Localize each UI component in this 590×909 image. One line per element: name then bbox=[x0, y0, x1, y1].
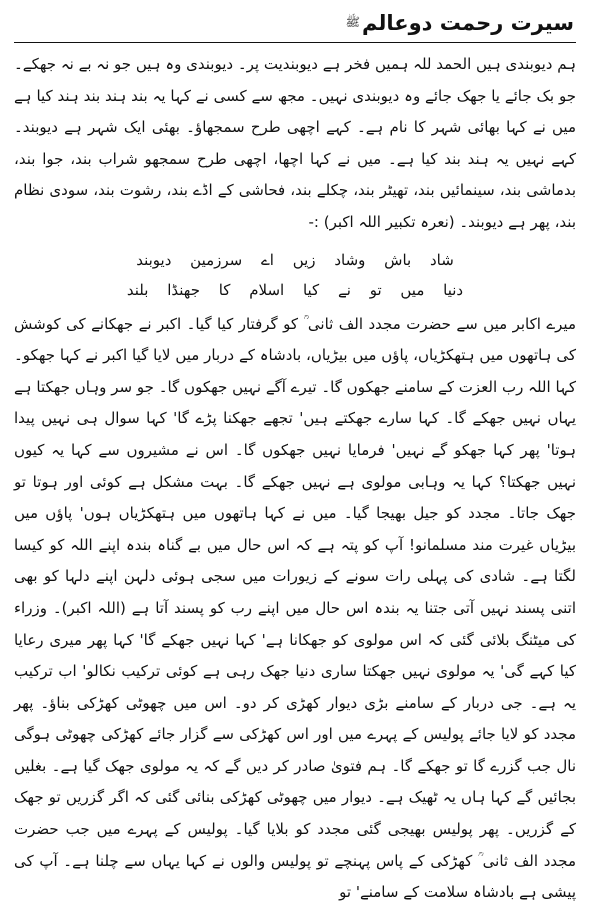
header-divider bbox=[14, 42, 576, 43]
body-paragraph-2: میرے اکابر میں سے حضرت مجدد الف ثانی ؒ کو گرفتار کیا گیا۔ اکبر نے جھکانے کی کوشش کی ہاتھوں میں ہتھکڑیاں، پاؤں میں بیڑیاں، بادشاہ کے دربار میں لایا گیا اکبر نے کہا جھکو۔ کہا اللہ رب العزت کے سامنے جھکوں گا۔ تیرے آگے نہیں جھکوں گا۔ جو سر وہاں جھکتا ہے یہاں نہیں جھکے گا۔ کہا سارے جھکتے ہیں' تجھے جھکنا پڑے گا' کہا سوال ہی نہیں پیدا ہوتا' پھر کہا جھکو گے نہیں' فرمایا نہیں جھکوں گا۔ اس نے مشیروں سے کہا یہ کیوں نہیں جھکتا؟ کہا یہ وہابی مولوی ہے نہیں جھکے گا۔ بہت مشکل ہے کوئی اور ہوتا تو جھک جاتا۔ مجدد کو جیل بھیجا گیا۔ میں نے کہا ہاتھوں میں ہتھکڑیاں ہوں' پاؤں میں بیڑیاں غیرت مند مسلمانو! آپ کو پتہ ہے کہ اس حال میں بے گناہ بندہ اپنے اللہ کو کیسا لگتا ہے۔ شادی کی پہلی رات سونے کے زیورات میں سجی ہوئی دلہن اپنے دلہا کو بھی اتنی پسند نہیں آتی جتنا یہ بندہ اس حال میں اپنے رب کو پسند آتا ہے (اللہ اکبر)۔ وزراء کی میٹنگ بلائی گئی کہ اس مولوی کو جھکانا ہے' کہا نہیں جھکے گا' کہا پھر میری رعایا کیا کہے گی' یہ مولوی نہیں جھکتا ساری دنیا جھک رہی ہے کوئی ترکیب نکالو' اب ترکیب یہ ہے۔ جی دربار کے سامنے بڑی دیوار کھڑی کر دو۔ اس میں چھوٹی کھڑکی بناؤ۔ پھر مجدد کو لایا جائے پولیس کے پہرے میں اور اس کھڑکی سے گزار جائے کھڑکی چھوٹی ہوگی نال جب گزرے گا تو جھکے گا۔ ہم فتویٰ صادر کر دیں گے کہ یہ مولوی جھک گیا ہے۔ بغلیں بجائیں گے کہا ہاں یہ ٹھیک ہے۔ دیوار میں چھوٹی کھڑکی بنائی گئی کہ اگر گزریں تو جھک کے گزریں۔ پھر پولیس بھیجی گئی مجدد کو بلایا گیا۔ پولیس کے پہرے میں جب حضرت مجدد الف ثانی ؒ کھڑکی کے پاس پہنچے تو پولیس والوں نے کہا یہاں سے چلنا ہے۔ آپ کی پیشی ہے بادشاہ سلامت کے سامنے' تو bbox=[14, 314, 576, 902]
page-header bbox=[14, 6, 576, 40]
poetry-verse bbox=[14, 245, 576, 305]
verse-line-2: دنیا میں تو نے کیا اسلام کا جھنڈا بلند bbox=[126, 280, 464, 299]
verse-line-1: شاد باش وشاد زیں اے سرزمین دیوبند bbox=[136, 250, 454, 269]
page-title: سیرت رحمت دوعالم bbox=[362, 11, 574, 35]
body-paragraph-1: ہم دیوبندی ہیں الحمد للہ ہمیں فخر ہے دیوبندیت پر۔ دیوبندی وہ ہیں جو نہ بے نہ جھکے۔ جو بک جائے یا جھک جائے وہ دیوبندی نہیں۔ مجھ سے کسی نے کہا یہ بند ہند بند ہند کیا ہے میں نے کہا بھائی شہر کا نام ہے۔ کہے اچھی طرح سمجھاؤ۔ بھئی ایک شہر ہے دیوبند۔ کہے نہیں یہ ہند بند کیا ہے۔ میں نے کہا اچھا، اچھی طرح سمجھو شراب بند، جوا بند، بدماشی بند، سینمائیں بند، تھیٹر بند، چکلے بند، فحاشی کے اڈے بند، رشوت بند، سودی نظام بند، پھر ہے دیوبند۔ (نعرہ تکبیر اللہ اکبر) :- bbox=[14, 55, 576, 231]
honorific-mark: ﷺ bbox=[345, 14, 361, 29]
